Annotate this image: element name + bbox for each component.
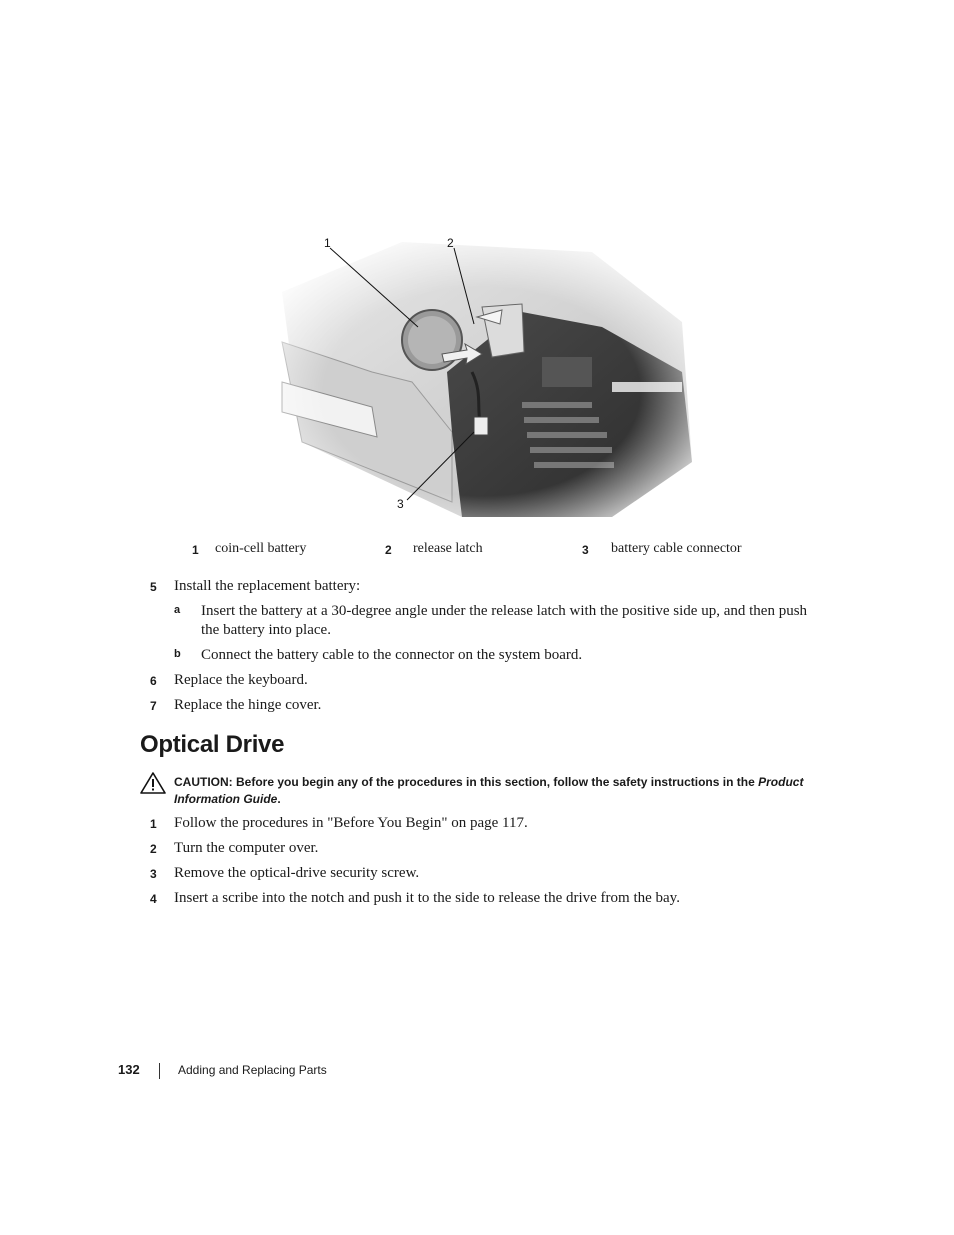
step-number: 6	[150, 674, 157, 688]
step-text: Remove the optical-drive security screw.	[174, 865, 420, 881]
step-text: Follow the procedures in "Before You Begin" on page 117.	[174, 815, 528, 831]
warning-triangle-icon	[140, 772, 166, 794]
callout-2: 2	[447, 236, 454, 250]
step-text: Turn the computer over.	[174, 840, 319, 856]
section-heading: Optical Drive	[140, 731, 285, 758]
legend-num-1: 1	[192, 543, 199, 557]
page-footer	[0, 1062, 954, 1082]
step-number: 3	[150, 867, 157, 881]
substep-letter: b	[174, 648, 181, 660]
step-text: Replace the keyboard.	[174, 672, 308, 688]
substep-text: Insert the battery at a 30-degree angle under the release latch with the positive side up, and then push the battery into place.	[201, 603, 808, 638]
step-text: Install the replacement battery:	[174, 578, 361, 594]
battery-figure	[262, 232, 702, 522]
battery-illustration	[262, 232, 702, 522]
page-number: 132	[118, 1062, 140, 1077]
step-number: 1	[150, 817, 157, 831]
legend-label-2: release latch	[413, 541, 483, 556]
caution-end: .	[277, 792, 281, 806]
substep-text: Connect the battery cable to the connector on the system board.	[201, 647, 583, 663]
legend-num-2: 2	[385, 543, 392, 557]
step-text: Replace the hinge cover.	[174, 697, 322, 713]
step-text: Insert a scribe into the notch and push it to the side to release the drive from the bay.	[174, 890, 680, 906]
step-number: 7	[150, 699, 157, 713]
caution-text	[174, 774, 814, 808]
caution-body: Before you begin any of the procedures in this section, follow the safety instructions in the	[236, 775, 755, 789]
footer-chapter-title: Adding and Replacing Parts	[178, 1063, 327, 1077]
footer-divider	[159, 1063, 160, 1079]
callout-3: 3	[397, 497, 404, 511]
legend-num-3: 3	[582, 543, 589, 557]
step-number: 5	[150, 580, 157, 594]
substep-letter: a	[174, 604, 181, 616]
caution-doc-title: Product Information Guide	[174, 775, 804, 806]
figure-legend	[0, 540, 954, 560]
step-number: 2	[150, 842, 157, 856]
step-number: 4	[150, 892, 157, 906]
legend-label-1: coin-cell battery	[215, 541, 307, 556]
caution-label: CAUTION:	[174, 775, 233, 789]
legend-label-3: battery cable connector	[611, 541, 742, 556]
callout-1: 1	[324, 236, 331, 250]
